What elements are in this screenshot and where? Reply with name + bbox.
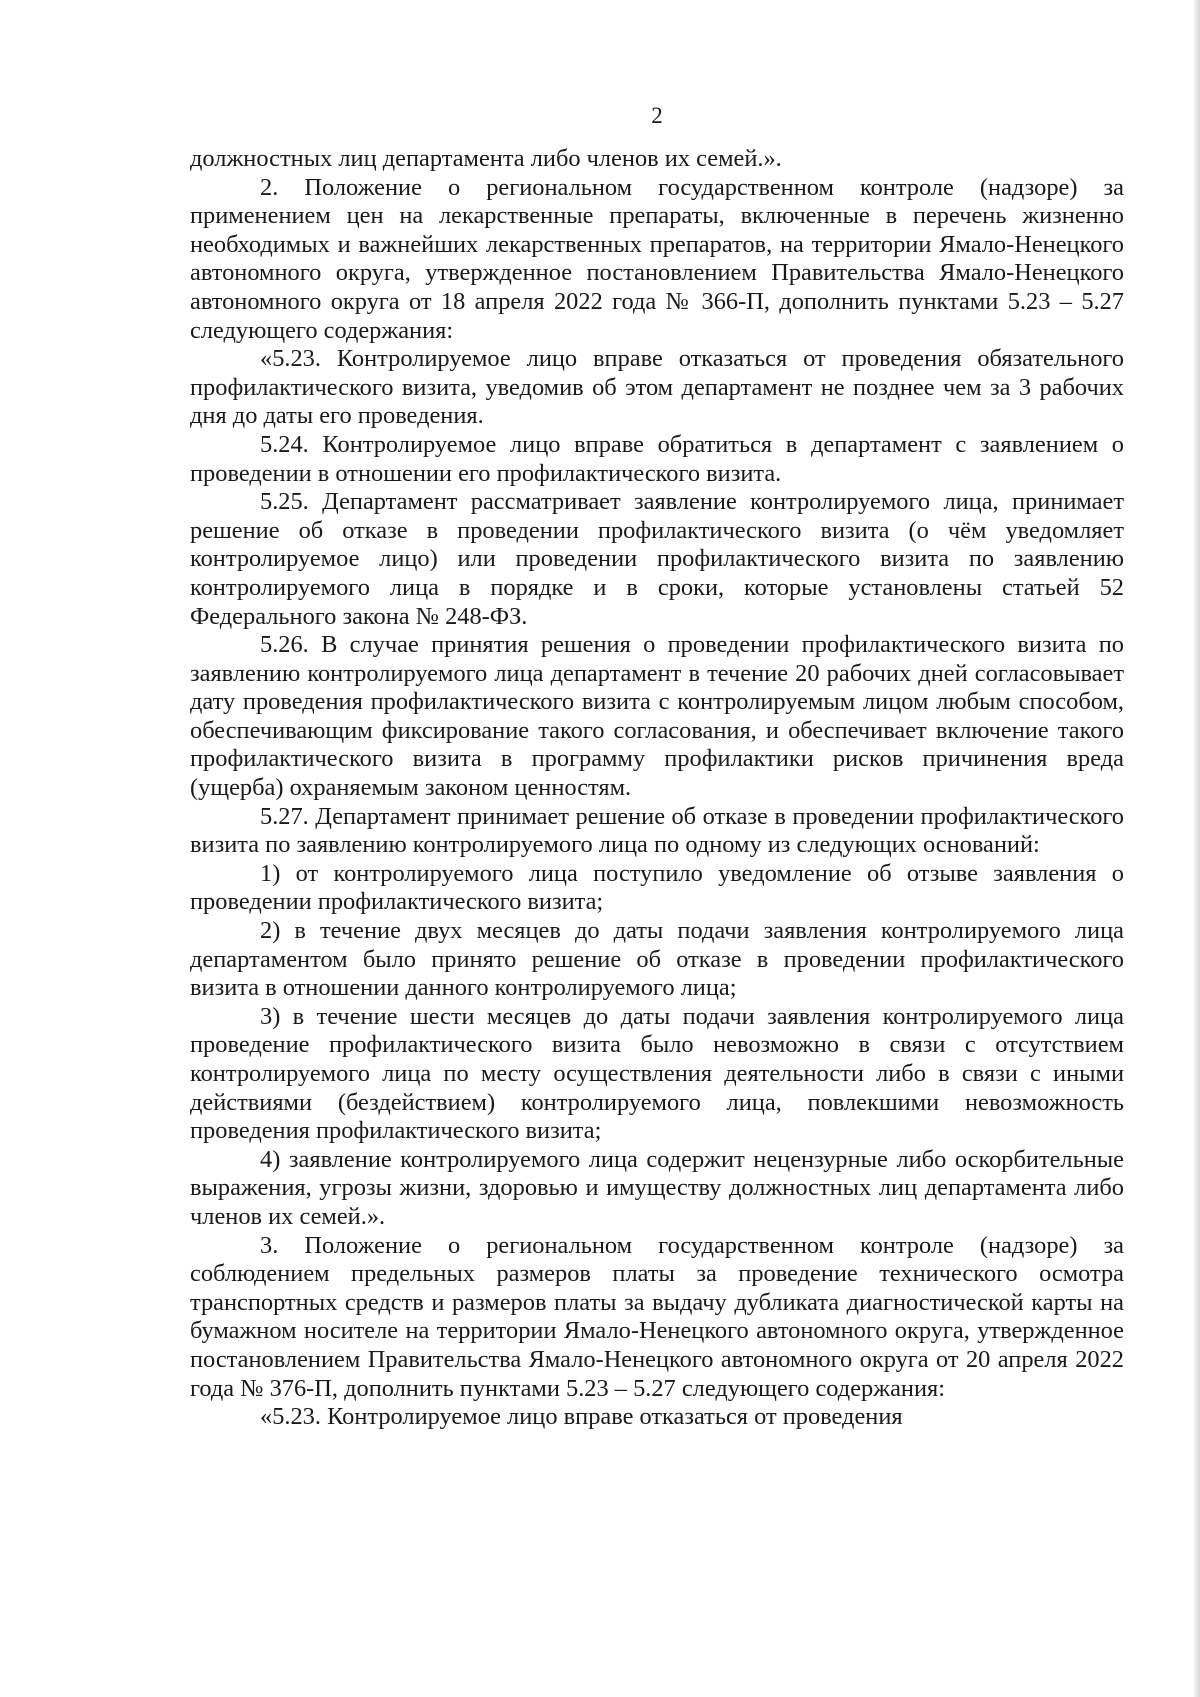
paragraph-subitem-1: 1) от контролируемого лица поступило уведомление об отзыве заявления о проведении профилактического визита;	[190, 859, 1124, 916]
paragraph-subitem-2: 2) в течение двух месяцев до даты подачи заявления контролируемого лица департаментом было принято решение об отказе в проведении профилактического визита в отношении данного контролируемого лица;	[190, 917, 1124, 1002]
page-edge-shadow	[1194, 0, 1200, 1697]
page-number: 2	[651, 103, 663, 128]
paragraph-subitem-4: 4) заявление контролируемого лица содержит нецензурные либо оскорбительные выражения, угрозы жизни, здоровью и имуществу должностных лиц департамента либо членов их семей.».	[190, 1145, 1124, 1230]
paragraph-clause-5-27: 5.27. Департамент принимает решение об отказе в проведении профилактического визита по заявлению контролируемого лица по одному из следующих оснований:	[190, 802, 1124, 859]
paragraph-item-2: 2. Положение о региональном государственном контроле (надзоре) за применением цен на лекарственные препараты, включенные в перечень жизненно необходимых и важнейших лекарственных препаратов, на территории Ямало-Ненецкого автономного округа, утвержденное постановлением Правительства Ямало-Ненецкого автономного округа от 18 апреля 2022 года № 366-П, дополнить пунктами 5.23 – 5.27 следующего содержания:	[190, 173, 1124, 344]
paragraph-subitem-3: 3) в течение шести месяцев до даты подачи заявления контролируемого лица проведение профилактического визита было невозможно в связи с отсутствием контролируемого лица по месту осуществления деятельности либо в связи с иными действиями (бездействием) контролируемого лица, повлекшими невозможность проведения профилактического визита;	[190, 1002, 1124, 1145]
paragraph-clause-5-24: 5.24. Контролируемое лицо вправе обратиться в департамент с заявлением о проведении в отношении его профилактического визита.	[190, 430, 1124, 487]
paragraph-clause-5-25: 5.25. Департамент рассматривает заявление контролируемого лица, принимает решение об отказе в проведении профилактического визита (о чём уведомляет контролируемое лицо) или проведении профилактического визита по заявлению контролируемого лица в порядке и в сроки, которые установлены статьей 52 Федерального закона № 248-ФЗ.	[190, 488, 1124, 630]
paragraph-continuation: должностных лиц департамента либо членов их семей.».	[190, 145, 782, 172]
paragraph-clause-5-26: 5.26. В случае принятия решения о проведении профилактического визита по заявлению контролируемого лица департамент в течение 20 рабочих дней согласовывает дату проведения профилактического визита с контролируемым лицом любым способом, обеспечивающим фиксирование такого согласования, и обеспечивает включение такого профилактического визита в программу профилактики рисков причинения вреда (ущерба) охраняемым законом ценностям.	[190, 631, 1124, 802]
paragraph-clause-5-23-second: «5.23. Контролируемое лицо вправе отказаться от проведения	[260, 1403, 903, 1431]
paragraph-clause-5-23: «5.23. Контролируемое лицо вправе отказаться от проведения обязательного профилактического визита, уведомив об этом департамент не позднее чем за 3 рабочих дня до даты его проведения.	[190, 345, 1124, 430]
paragraph-item-3: 3. Положение о региональном государственном контроле (надзоре) за соблюдением предельных размеров платы за проведение технического осмотра транспортных средств и размеров платы за выдачу дубликата диагностической карты на бумажном носителе на территории Ямало-Ненецкого автономного округа, утвержденное постановлением Правительства Ямало-Ненецкого автономного округа от 20 апреля 2022 года № 376-П, дополнить пунктами 5.23 – 5.27 следующего содержания:	[190, 1231, 1124, 1402]
document-body	[190, 145, 1124, 1432]
